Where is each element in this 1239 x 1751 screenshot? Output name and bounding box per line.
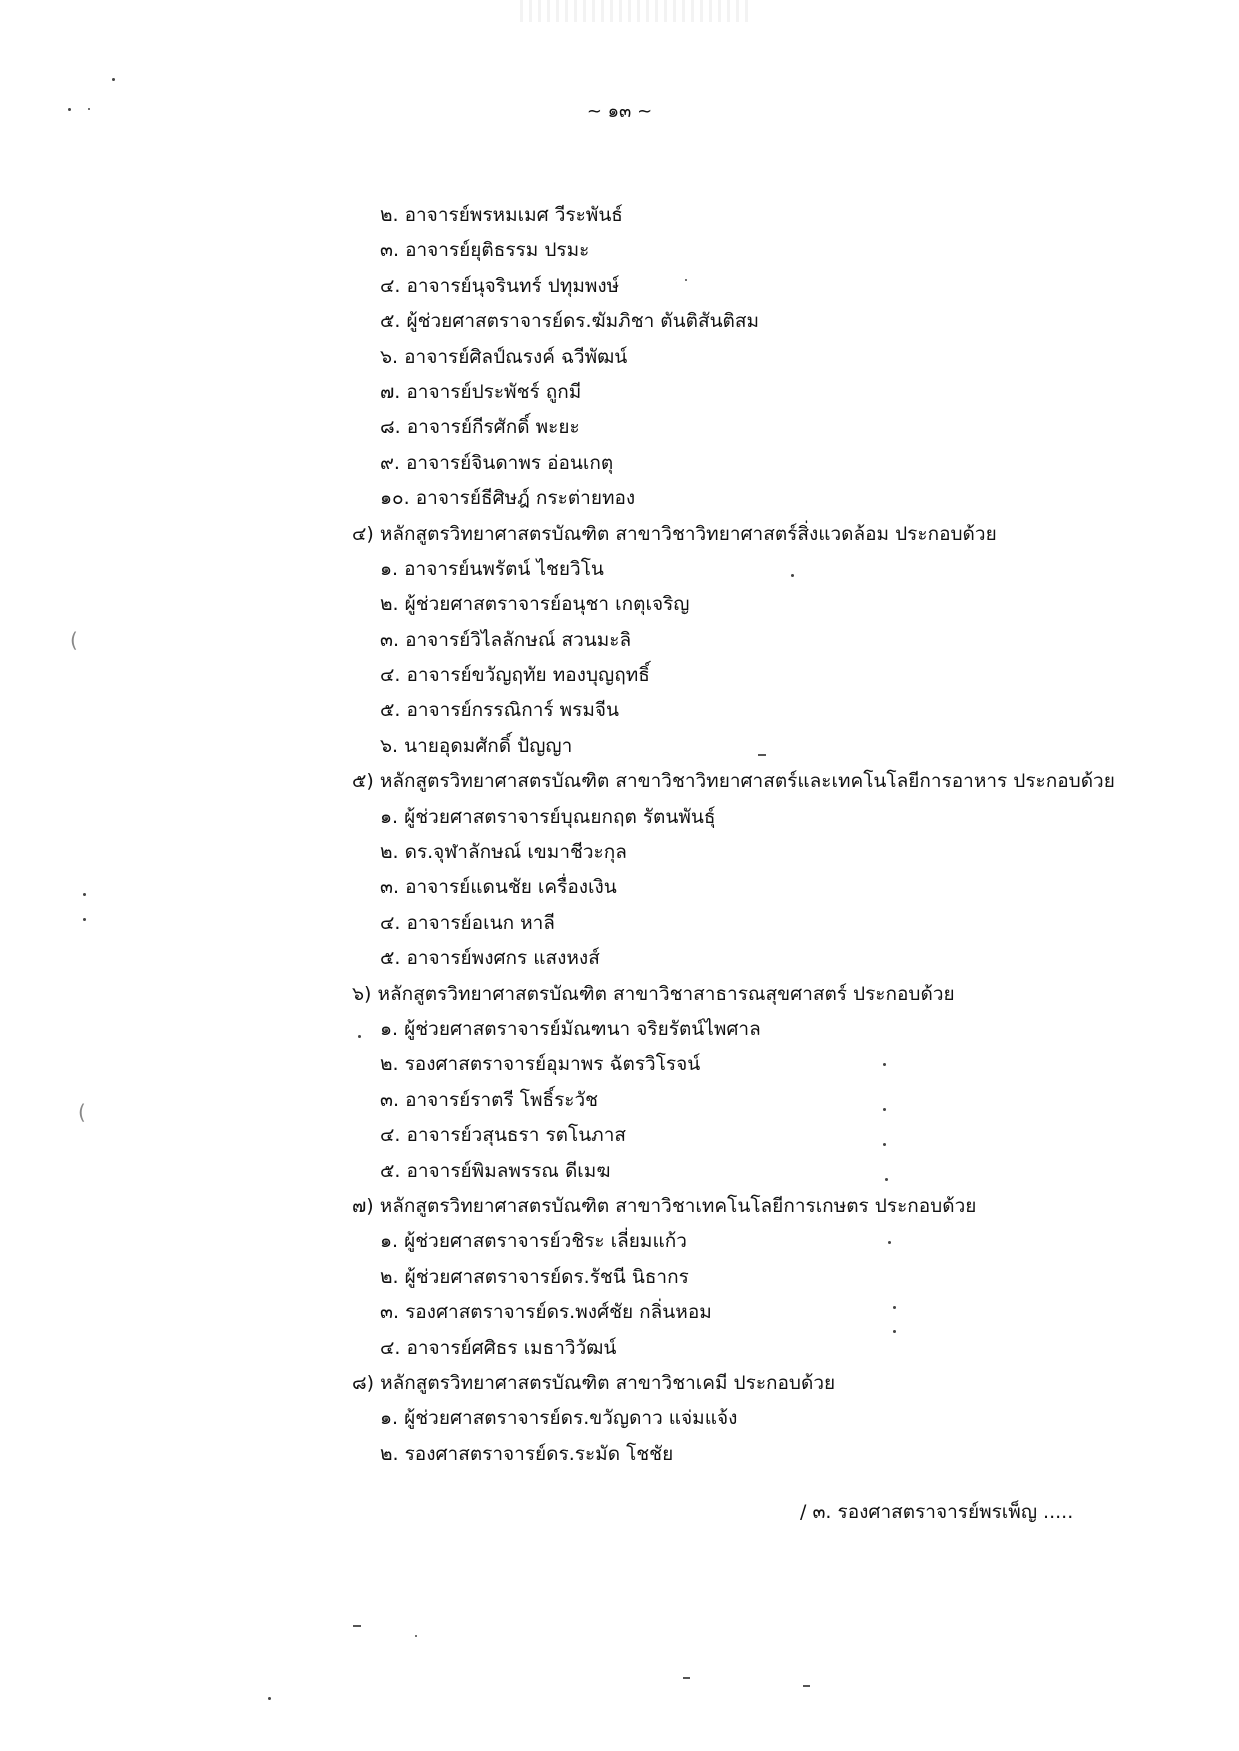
list-item: ๕. อาจารย์กรรณิการ์ พรมจีน	[380, 699, 620, 722]
scan-speck	[888, 1241, 891, 1244]
scan-mark	[803, 1685, 810, 1687]
scan-speck	[883, 1108, 886, 1111]
scan-speck	[885, 1178, 888, 1181]
list-item: ๔. อาจารย์ขวัญฤทัย ทองบุญฤทธิ์	[380, 664, 650, 687]
list-item: ๑. ผู้ช่วยศาสตราจารย์ดร.ขวัญดาว แจ่มแจ้ง	[380, 1407, 738, 1430]
document-body	[352, 198, 1160, 1472]
list-item: ๒. ผู้ช่วยศาสตราจารย์อนุชา เกตุเจริญ	[380, 593, 690, 616]
scan-speck	[83, 893, 86, 896]
list-item: ๕. ผู้ช่วยศาสตราจารย์ดร.ฆัมภิชา ตันติสันติสม	[380, 310, 760, 333]
list-item: ๑. ผู้ช่วยศาสตราจารย์บุณยกฤต รัตนพันธุ์	[380, 805, 716, 828]
scan-speck	[883, 1063, 886, 1066]
scan-mark	[683, 1677, 690, 1679]
scan-speck	[83, 918, 86, 921]
scan-speck	[112, 78, 115, 81]
section-heading: ๗) หลักสูตรวิทยาศาสตรบัณฑิต สาขาวิชาเทคโนโลยีการเกษตร ประกอบด้วย	[352, 1194, 977, 1217]
list-item: ๓. อาจารย์แดนชัย เครื่องเงิน	[380, 876, 617, 899]
list-item: ๒. รองศาสตราจารย์ดร.ระมัด โชชัย	[380, 1442, 674, 1465]
list-item: ๒. ดร.จุฬาลักษณ์ เขมาชีวะกุล	[380, 841, 627, 864]
scan-mark	[353, 1625, 361, 1627]
list-item: ๓. รองศาสตราจารย์ดร.พงศ์ชัย กลิ่นหอม	[380, 1301, 712, 1324]
scan-speck	[893, 1306, 896, 1309]
list-item: ๒. ผู้ช่วยศาสตราจารย์ดร.รัชนี นิธากร	[380, 1265, 689, 1288]
list-item: ๓. อาจารย์ราตรี โพธิ์ระวัช	[380, 1088, 599, 1111]
list-item: ๔. อาจารย์นุจรินทร์ ปทุมพงษ์	[380, 274, 620, 297]
continuation-note: / ๓. รองศาสตราจารย์พรเพ็ญ .....	[800, 1501, 1074, 1523]
scan-speck	[268, 1697, 271, 1700]
section-heading: ๕) หลักสูตรวิทยาศาสตรบัณฑิต สาขาวิชาวิทยาศาสตร์และเทคโนโลยีการอาหาร ประกอบด้วย	[352, 770, 1115, 793]
list-item: ๑. อาจารย์นพรัตน์ ไชยวิโน	[380, 557, 604, 580]
scan-mark: (	[70, 628, 78, 652]
list-item: ๒. รองศาสตราจารย์อุมาพร ฉัตรวิโรจน์	[380, 1053, 701, 1076]
scan-speck	[883, 1143, 886, 1146]
scan-speck	[791, 574, 794, 577]
scan-mark: (	[78, 1100, 86, 1124]
list-item: ๔. อาจารย์ศศิธร เมธาวิวัฒน์	[380, 1336, 617, 1359]
scan-speck	[88, 108, 90, 110]
section-heading: ๔) หลักสูตรวิทยาศาสตรบัณฑิต สาขาวิชาวิทยาศาสตร์สิ่งแวดล้อม ประกอบด้วย	[352, 522, 997, 545]
list-item: ๖. อาจารย์ศิลป์ณรงค์ ฉวีพัฒน์	[380, 345, 628, 368]
list-item: ๗. อาจารย์ประพัชร์ ถูกมี	[380, 380, 582, 403]
scan-mark	[758, 754, 766, 756]
scan-noise	[520, 0, 750, 22]
scan-speck	[358, 1035, 361, 1038]
list-item: ๓. อาจารย์ยุติธรรม ปรมะ	[380, 239, 590, 262]
scan-speck	[685, 279, 687, 281]
list-item: ๙. อาจารย์จินดาพร อ่อนเกตุ	[380, 451, 614, 474]
list-item: ๔. อาจารย์วสุนธรา รตโนภาส	[380, 1124, 626, 1147]
list-item: ๑. ผู้ช่วยศาสตราจารย์มัณฑนา จริยรัตน์ไพศาล	[380, 1017, 761, 1040]
list-item: ๕. อาจารย์พิมลพรรณ ดีเมฆ	[380, 1159, 611, 1182]
list-item: ๕. อาจารย์พงศกร แสงหงส์	[380, 947, 600, 970]
list-item: ๑. ผู้ช่วยศาสตราจารย์วชิระ เลี่ยมแก้ว	[380, 1230, 687, 1253]
page-number: ~ ๑๓ ~	[586, 101, 653, 122]
scan-speck	[415, 1635, 417, 1637]
section-heading: ๘) หลักสูตรวิทยาศาสตรบัณฑิต สาขาวิชาเคมี ประกอบด้วย	[352, 1371, 836, 1394]
list-item: ๘. อาจารย์กีรศักดิ์ พะยะ	[380, 416, 580, 439]
list-item: ๒. อาจารย์พรหมเมศ วีระพันธ์	[380, 204, 623, 226]
list-item: ๓. อาจารย์วิไลลักษณ์ สวนมะลิ	[380, 628, 632, 651]
list-item: ๑๐. อาจารย์ธีศิษฎ์ กระต่ายทอง	[380, 487, 636, 510]
list-item: ๔. อาจารย์อเนก หาลี	[380, 911, 555, 934]
scan-speck	[68, 108, 71, 111]
section-heading: ๖) หลักสูตรวิทยาศาสตรบัณฑิต สาขาวิชาสาธารณสุขศาสตร์ ประกอบด้วย	[352, 982, 955, 1005]
scan-speck	[893, 1330, 896, 1333]
list-item: ๖. นายอุดมศักดิ์ ปัญญา	[380, 734, 573, 757]
